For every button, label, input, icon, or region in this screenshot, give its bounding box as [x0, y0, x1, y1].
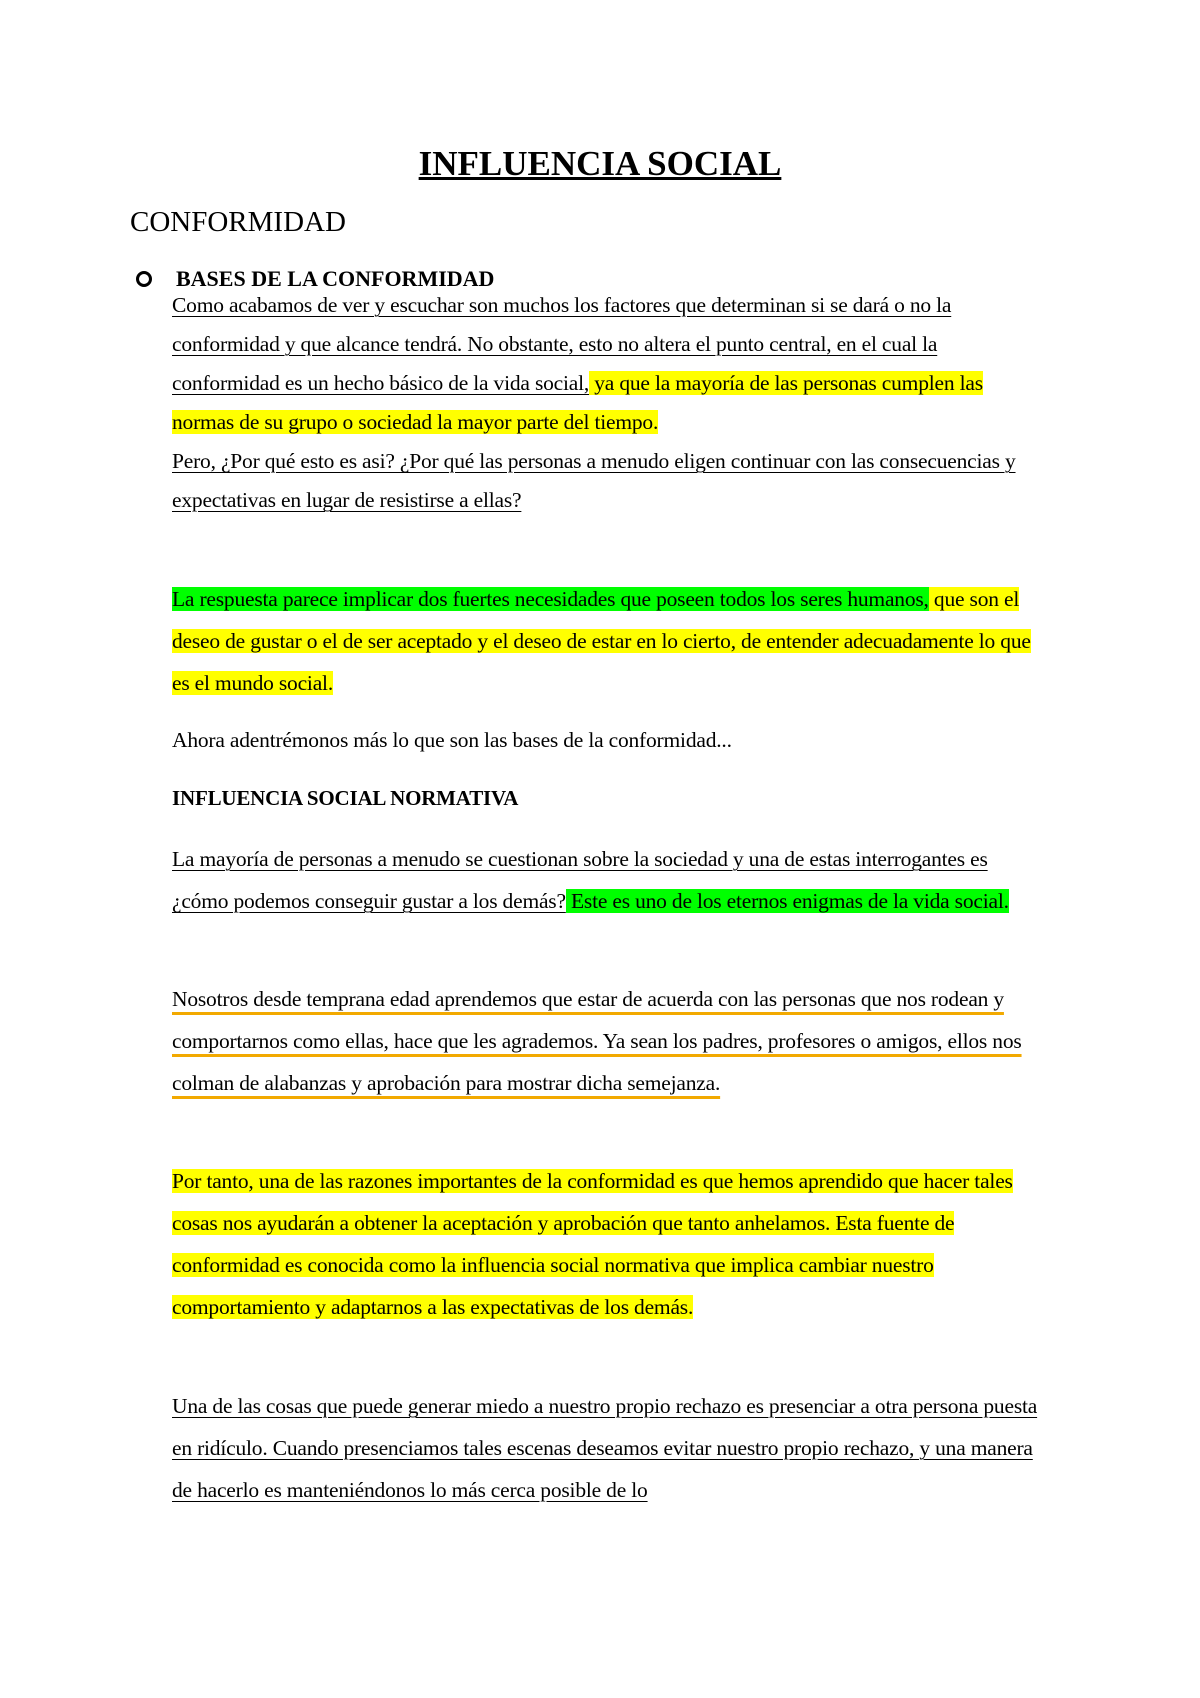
p1-question: Pero, ¿Por qué esto es asi? ¿Por qué las personas a menudo eligen continuar con las consecuencias y expectativas en lugar de resistirse a ellas? [172, 449, 1016, 512]
paragraph-1 [172, 286, 1042, 520]
p4-green-highlight: Este es uno de los eternos enigmas de la vida social. [565, 889, 1009, 913]
p4-text: La mayoría de personas a menudo se cuestionan sobre la sociedad y una de estas interrogantes es ¿cómo podemos conseguir gustar a los demás? [172, 847, 988, 913]
p3-text: Ahora adentrémonos más lo que son las bases de la conformidad... [172, 728, 732, 752]
bullet-label: BASES DE LA CONFORMIDAD [176, 266, 495, 291]
paragraph-2 [172, 578, 1042, 704]
paragraph-6 [172, 1160, 1042, 1328]
paragraph-4 [172, 838, 1042, 922]
document-title: INFLUENCIA SOCIAL [418, 144, 782, 183]
p2-green-highlight: La respuesta parece implicar dos fuertes necesidades que poseen todos los seres humanos, [172, 587, 929, 611]
paragraph-7 [172, 1385, 1042, 1511]
p1-text: Como acabamos de ver y escuchar son muchos los factores que determinan si se dará o no la conformidad y que alcance tendrá. No obstante, esto no altera el punto central, en el cual la conformidad es un hecho básico de la vida social, [172, 293, 952, 395]
paragraph-3 [172, 720, 1042, 760]
p5-text: Nosotros desde temprana edad aprendemos que estar de acuerda con las personas que nos rodean y comportarnos como ellas, hace que les agrademos. Ya sean los padres, profesores o amigos, ellos nos colman de alabanzas y aprobación para mostrar dicha semejanza. [172, 987, 1022, 1095]
p2-yellow-highlight: que son el deseo de gustar o el de ser aceptado y el deseo de estar en lo cierto, de entender adecuadamente lo que es el mundo social. [172, 587, 1031, 695]
paragraph-5 [172, 978, 1042, 1104]
circle-bullet-icon [136, 271, 152, 287]
p6-highlight: Por tanto, una de las razones importantes de la conformidad es que hemos aprendido que hacer tales cosas nos ayudarán a obtener la aceptación y aprobación que tanto anhelamos. Esta fuente de conformidad es conocida como la influencia social normativa que implica cambiar nuestro comportamiento y adaptarnos a las expectativas de los demás. [172, 1169, 1013, 1319]
subheading: INFLUENCIA SOCIAL NORMATIVA [172, 786, 519, 810]
section-heading: CONFORMIDAD [130, 206, 346, 238]
p1-highlight: ya que la mayoría de las personas cumplen las normas de su grupo o sociedad la mayor parte del tiempo. [172, 371, 983, 434]
subheading-block [172, 778, 1042, 818]
p7-text: Una de las cosas que puede generar miedo a nuestro propio rechazo es presenciar a otra persona puesta en ridículo. Cuando presenciamos tales escenas deseamos evitar nuestro propio rechazo, y una manera de hacerlo es manteniéndonos lo más cerca posible de lo [172, 1394, 1038, 1502]
